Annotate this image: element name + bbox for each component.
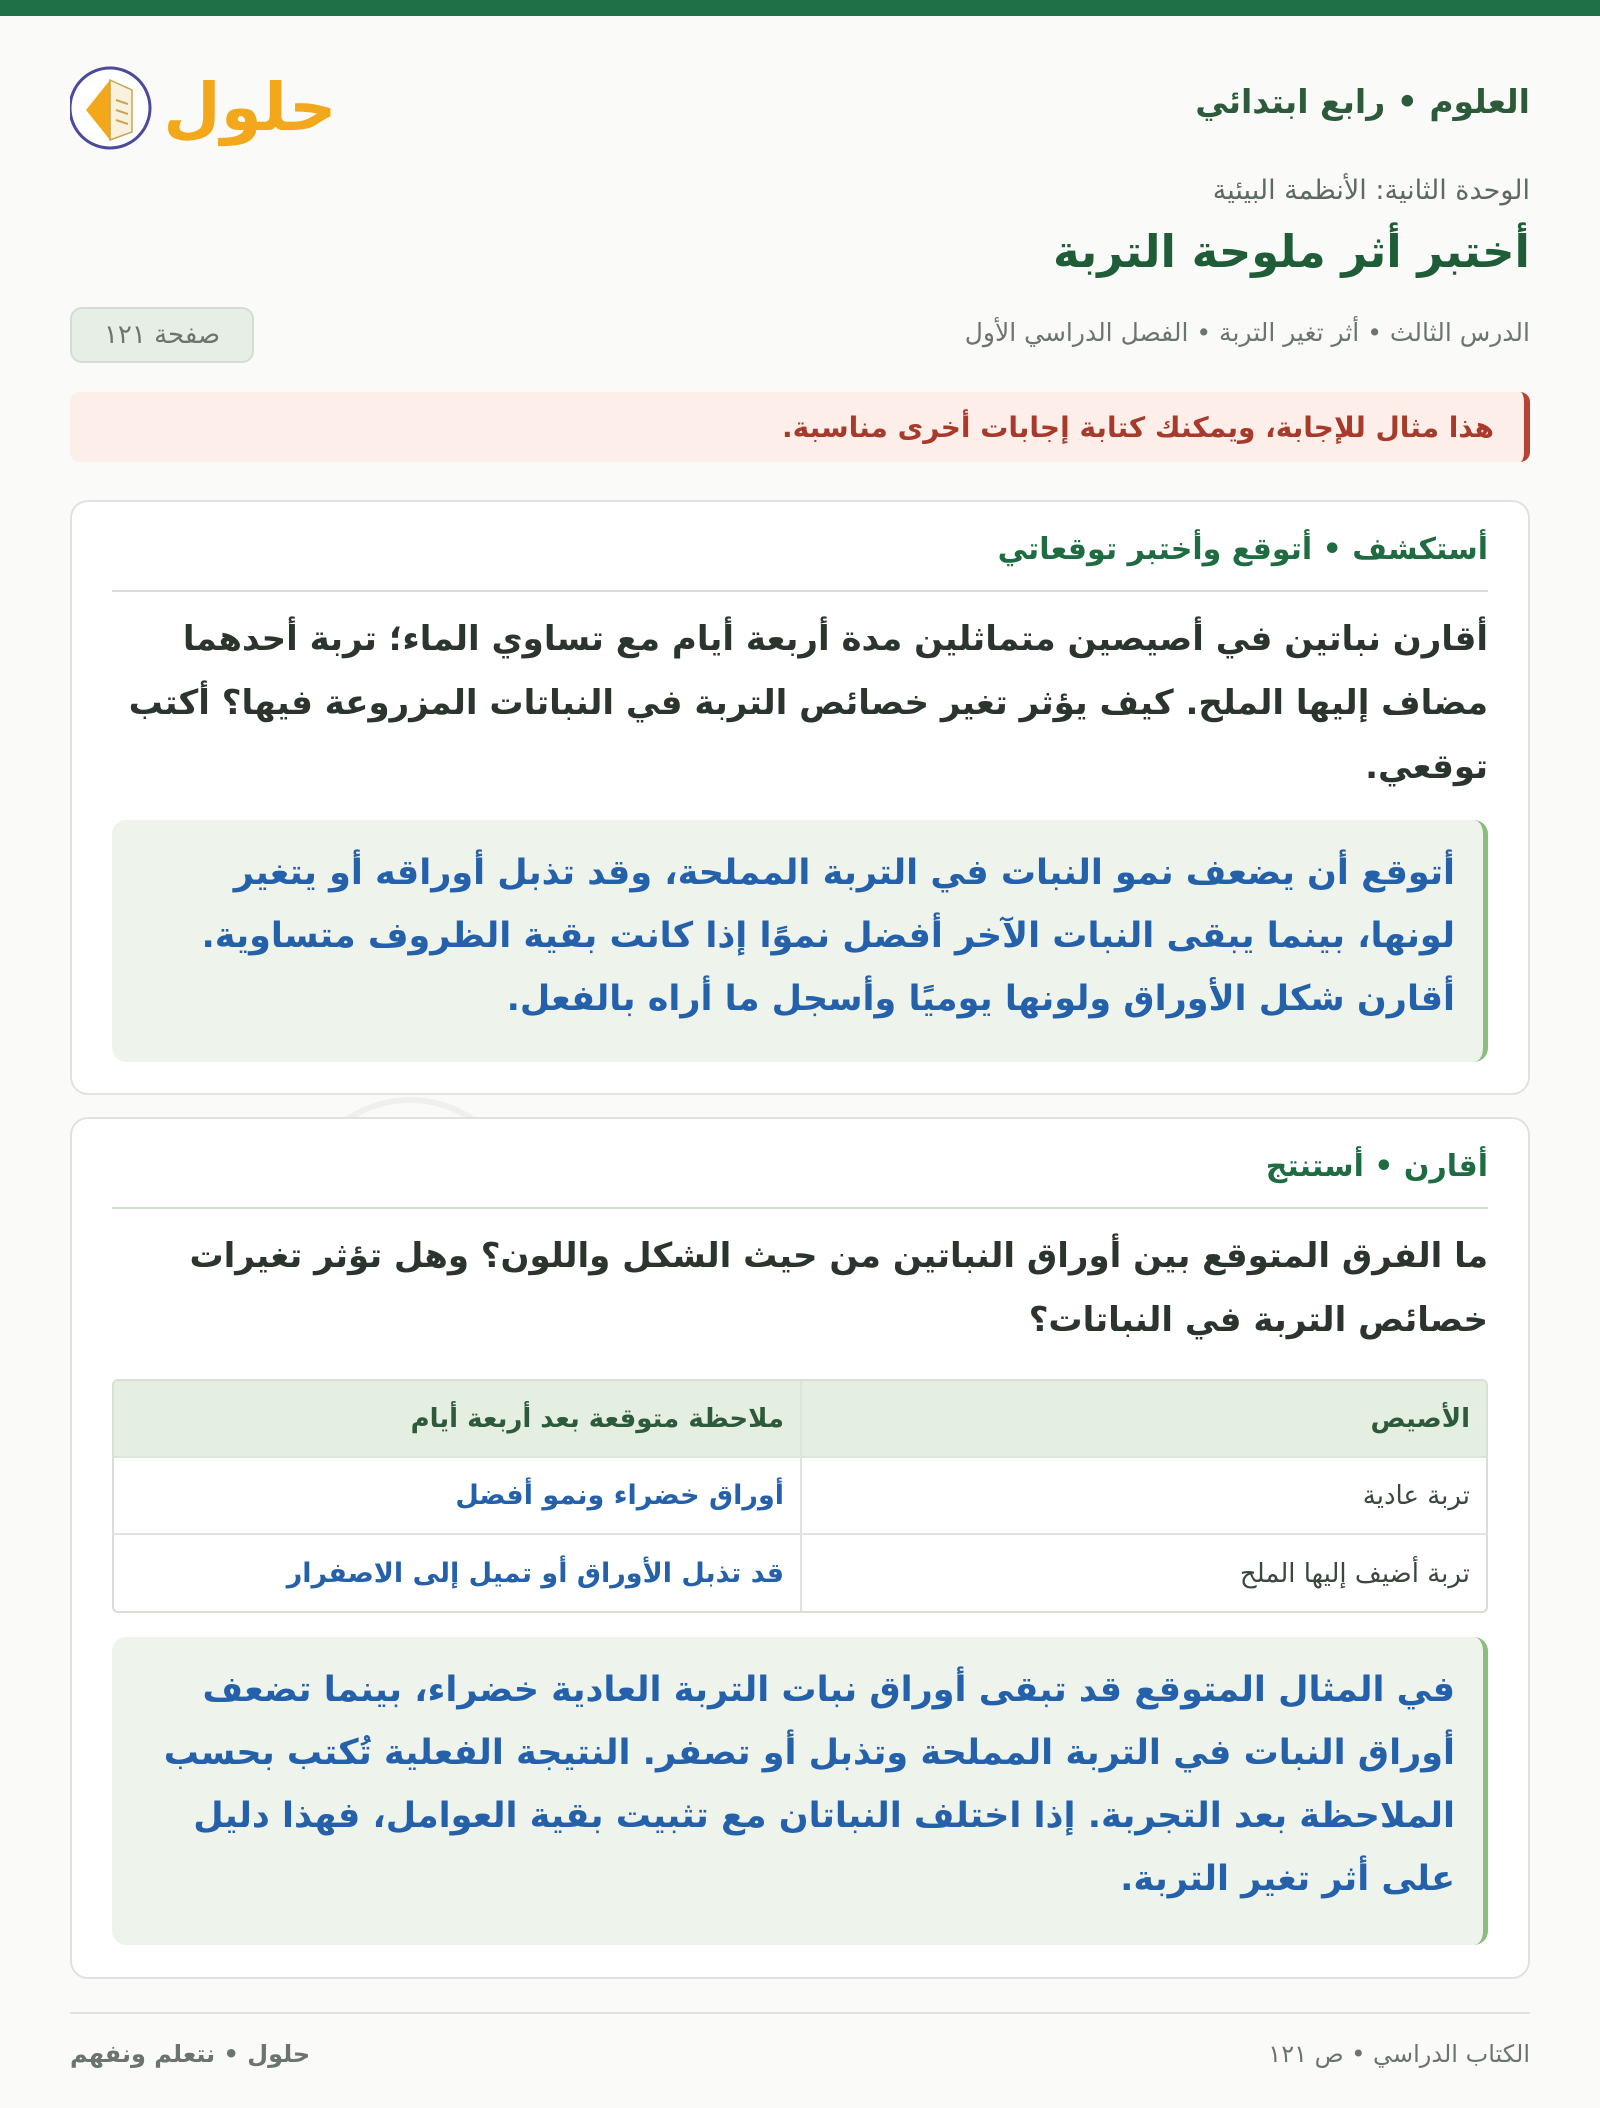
explore-answer: أتوقع أن يضعف نمو النبات في التربة المملحة، وقد تذبل أوراقه أو يتغير لونها، بينما يبقى النبات الآخر أفضل نموًا إذا كانت بقية الظروف متساوية. أقارن شكل الأوراق ولونها يوميًا وأسجل ما أراه بالفعل. (112, 820, 1488, 1062)
table-row (114, 1458, 1486, 1535)
page-header (70, 50, 1530, 160)
footer-book-ref: الكتاب الدراسي • ص ١٢١ (1268, 2040, 1530, 2068)
explore-heading: أستكشف • أتوقع وأختبر توقعاتي (112, 532, 1488, 592)
table-cell-observation: أوراق خضراء ونمو أفضل (455, 1480, 784, 1511)
subject-title: العلوم • رابع ابتدائي (1195, 82, 1530, 121)
footer-divider (70, 2012, 1530, 2014)
compare-card (70, 1117, 1530, 1979)
answer-note-banner (70, 392, 1530, 462)
top-accent-bar (0, 0, 1600, 16)
table-cell-pot: تربة عادية (800, 1458, 1486, 1533)
table-row (114, 1535, 1486, 1612)
explore-question: أقارن نباتين في أصيصين متماثلين مدة أربعة أيام مع تساوي الماء؛ تربة أحدهما مضاف إليها الملح. كيف يؤثر تغير خصائص التربة في النباتات المزروعة فيها؟ أكتب توقعي. (128, 619, 1488, 787)
table-header-observation: ملاحظة متوقعة بعد أربعة أيام (410, 1403, 784, 1434)
table-header-pot: الأصيص (800, 1381, 1486, 1456)
observation-table (112, 1379, 1488, 1613)
svg-text:حلول: حلول (163, 69, 337, 146)
compare-question: ما الفرق المتوقع بين أوراق النباتين من حيث الشكل واللون؟ وهل تؤثر تغيرات خصائص التربة في النباتات؟ (189, 1236, 1488, 1340)
hulul-logo[interactable] (70, 50, 340, 160)
table-header-row (114, 1381, 1486, 1458)
footer-brand: حلول • نتعلم ونفهم (70, 2040, 311, 2068)
table-cell-observation: قد تذبل الأوراق أو تميل إلى الاصفرار (286, 1558, 784, 1589)
table-cell-pot: تربة أضيف إليها الملح (800, 1535, 1486, 1612)
page-title: أختبر أثر ملوحة التربة (1053, 225, 1530, 278)
compare-answer: في المثال المتوقع قد تبقى أوراق نبات التربة العادية خضراء، بينما تضعف أوراق النبات في التربة المملحة وتذبل أو تصفر. النتيجة الفعلية تُكتب بحسب الملاحظة بعد التجربة. إذا اختلف النباتان مع تثبيت بقية العوامل، فهذا دليل على أثر تغير التربة. (112, 1637, 1488, 1945)
unit-label: الوحدة الثانية: الأنظمة البيئية (1212, 175, 1530, 206)
lesson-meta: الدرس الثالث • أثر تغير التربة • الفصل الدراسي الأول (964, 318, 1530, 347)
answer-note-text: هذا مثال للإجابة، ويمكنك كتابة إجابات أخرى مناسبة. (782, 410, 1494, 444)
explore-card (70, 500, 1530, 1095)
page-number-badge: صفحة ١٢١ (70, 307, 254, 363)
compare-heading: أقارن • أستنتج (112, 1149, 1488, 1209)
